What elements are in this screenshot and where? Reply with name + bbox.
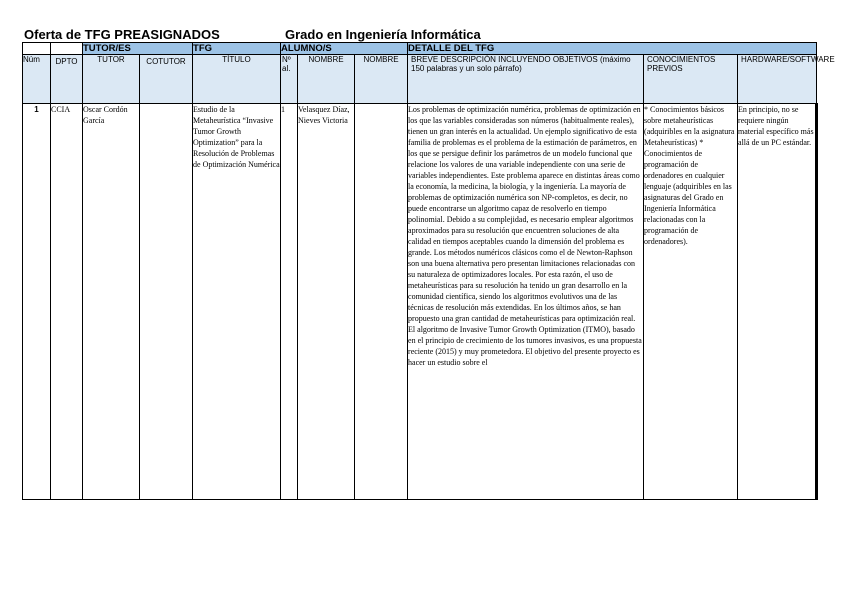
cell-nombre-2 bbox=[355, 104, 408, 500]
col-num: Núm bbox=[23, 55, 51, 104]
cell-n-al: 1 bbox=[281, 104, 298, 500]
section-tutores: TUTOR/ES bbox=[83, 43, 193, 55]
cell-hardware: En principio, no se requiere ningún material específico más allá de un PC estándar. bbox=[738, 104, 817, 500]
col-nombre-1: NOMBRE bbox=[298, 55, 355, 104]
col-hardware: HARDWARE/SOFTWARE bbox=[738, 55, 817, 104]
section-detalle: DETALLE DEL TFG bbox=[408, 43, 817, 55]
section-tfg: TFG bbox=[193, 43, 281, 55]
cell-nombre-1: Velasquez Díaz, Nieves Victoria bbox=[298, 104, 355, 500]
cell-titulo: Estudio de la Metaheurística “Invasive Tumor Growth Optimization” para la Resolución de Problemas de Optimización Numérica bbox=[193, 104, 281, 500]
cell-tutor: Oscar Cordón García bbox=[83, 104, 140, 500]
page-title: Oferta de TFG PREASIGNADOS bbox=[24, 27, 220, 42]
col-titulo: TÍTULO bbox=[193, 55, 281, 104]
col-tutor: TUTOR bbox=[83, 55, 140, 104]
section-blank bbox=[23, 43, 51, 55]
section-alumnos: ALUMNO/S bbox=[281, 43, 408, 55]
col-cotutor: COTUTOR bbox=[140, 55, 193, 104]
cell-num: 1 bbox=[23, 104, 51, 500]
tfg-table bbox=[22, 42, 835, 500]
col-descripcion: BREVE DESCRIPCIÓN INCLUYENDO OBJETIVOS (máximo 150 palabras y un solo párrafo) bbox=[408, 55, 644, 104]
cell-descripcion bbox=[408, 104, 644, 500]
table-row bbox=[23, 104, 817, 500]
col-nombre-2: NOMBRE bbox=[355, 55, 408, 104]
column-header-row bbox=[23, 55, 817, 104]
section-header-row bbox=[23, 43, 817, 55]
col-n-al: Nº al. bbox=[281, 55, 298, 104]
section-blank bbox=[51, 43, 83, 55]
cell-cotutor bbox=[140, 104, 193, 500]
degree-title: Grado en Ingeniería Informática bbox=[285, 27, 481, 42]
cell-dpto: CCIA bbox=[51, 104, 83, 500]
col-conocimientos: CONOCIMIENTOS PREVIOS bbox=[644, 55, 738, 104]
description-text: Los problemas de optimización numérica, problemas de optimización en los que las variables consideradas son números (habitualmente reales), tienen un gran interés en la actualidad. Un ejemplo significativo de esta familia de problemas es el problema de la estimación de parámetros, en los que se persigue definir los parámetros de un modelo funcional que relacione los valores de una variable independiente con una serie de variables independientes. Este problema aparece en distintas áreas como la economía, la medicina, la biología, y la ingeniería. La mayoría de problemas de optimización numérica son NP-completos, es decir, no puede encontrarse un algoritmo capaz de resolverlo en tiempo polinomial. Debido a su complejidad, es necesario emplear algoritmos aproximados para su resolución que encuentren soluciones de alta calidad en tiempos aceptables cuando la dimensión del problema es grande. Los métodos numéricos clásicos como el de Newton-Raphson son una buena alternativa pero presentan limitaciones relacionadas con su naturaleza de optimizadores locales. Por esta razón, el uso de metaheurísticas para su resolución ha tenido un gran desarrollo en la comunidad científica, siendo los algoritmos evolutivos una de las técnicas de resolución más extendidas. En los últimos años, se han propuesto una gran cantidad de metaheurísticas para optimización real. El algoritmo de Invasive Tumor Growth Optimization (ITMO), basado en el principio de crecimiento de los tumores invasivos, es una propuesta reciente (2015) y muy prometedora. El objetivo del presente proyecto es hacer un estudio sobre el bbox=[408, 105, 642, 367]
cell-conocimientos: * Conocimientos básicos sobre metaheurísticas (adquiribles en la asignatura Metaheurísticas) * Conocimientos de programación de ordenadores en cualquier lenguaje (adquiribles en las asignaturas del Grado en Ingeniería Informática relacionadas con la programación de ordenadores). bbox=[644, 104, 738, 500]
col-dpto: DPTO bbox=[51, 55, 83, 104]
